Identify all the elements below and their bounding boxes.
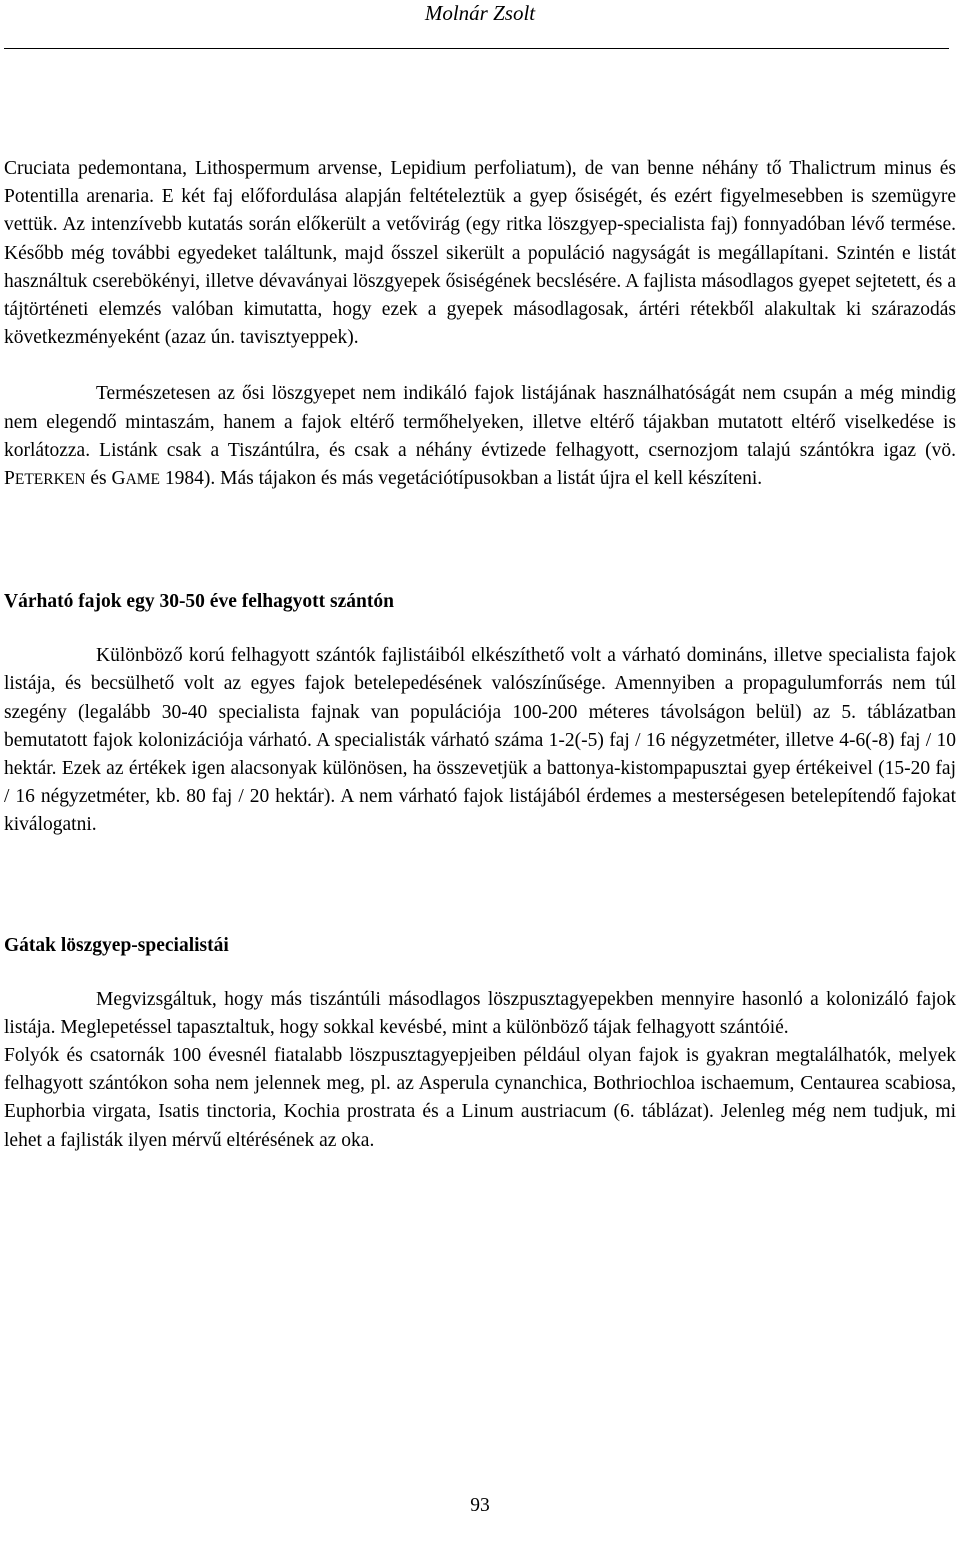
citation-author-initial: P xyxy=(4,468,15,490)
paragraph-list-usability xyxy=(4,380,956,494)
paragraph-text: 1984). Más tájakon és más vegetációtípusokban a listát újra el kell készíteni. xyxy=(160,468,763,490)
paragraph-dyke-species: Folyók és csatornák 100 évesnél fiatalabb löszpusztagyepjeiben például olyan fajok is gyakran megtalálhatók, melyek felhagyott szántókon soha nem jelennek meg, pl. az Asperula cynanchica, Bothriochloa ischaemum, Centaurea scabiosa, Euphorbia virgata, Isatis tinctoria, Kochia prostrata és a Linum austriacum (6. táblázat). Jelenleg még nem tudjuk, mi lehet a fajlisták ilyen mérvű eltérésének az oka. xyxy=(4,1045,956,1151)
header-rule xyxy=(4,48,949,49)
section-heading-dyke-specialists: Gátak löszgyep-specialistái xyxy=(4,934,229,956)
citation-conjunction: és xyxy=(85,468,112,490)
citation-author-initial: G xyxy=(111,468,126,490)
citation-author-smallcaps: ETERKEN xyxy=(14,471,86,489)
running-head: Molnár Zsolt xyxy=(424,1,536,25)
paragraph-dyke-comparison: Megvizsgáltuk, hogy más tiszántúli másodlagos löszpusztagyepekben mennyire hasonló a kolonizáló fajok listája. Meglepetéssel tapasztaltuk, hogy sokkal kevésbé, mint a különböző tájak felhagyott szántóié. xyxy=(4,988,956,1038)
paragraph-continuation: Cruciata pedemontana, Lithospermum arvense, Lepidium perfoliatum), de van benne néhány tő Thalictrum minus és Potentilla arenaria. E két faj előfordulása alapján feltételeztük a gyep ősiségét, és ezért figyelmesebben is szemügyre vettük. Az intenzívebb kutatás során előkerült a vetővirág (egy ritka löszgyep-specialista faj) fonnyadóban lévő termése. Később még további egyedeket találtunk, majd ősszel sikerült a populáció nagyságát is megállapítani. Szintén e listát használtuk cserebökényi, illetve dévaványai löszgyepek ősiségének becslésére. A fajlista másodlagos gyepet sejtetett, és a tájtörténeti elemzés valóban kimutatta, hogy ezek a gyepek másodlagosak, ártéri rétekből alakultak ki szárazodás következményeként (azaz ún. tavisztyeppek). xyxy=(4,158,956,349)
citation-author-smallcaps: AME xyxy=(125,471,161,489)
section-heading-expected-species: Várható fajok egy 30-50 éve felhagyott szántón xyxy=(4,591,394,613)
paragraph-expected-species: Különböző korú felhagyott szántók fajlistáiból elkészíthető volt a várható domináns, illetve specialista fajok listája, és becsülhető volt az egyes fajok betelepedésének valószínűsége. Amennyiben a propagulumforrás nem túl szegény (legalább 30-40 specialista fajnak van populációja 100-200 méteres távolságon belül) az 5. táblázatban bemutatott fajok kolonizációja várható. A specialisták várható száma 1-2(-5) faj / 16 négyzetméter, illetve 4-6(-8) faj / 10 hektár. Ezek az értékek igen alacsonyak különösen, ha összevetjük a battonya-kistompapusztai gyep értékeivel (15-20 faj / 16 négyzetméter, kb. 80 faj / 20 hektár). A nem várható fajok listájából érdemes a mesterségesen betelepítendő fajokat kiválogatni. xyxy=(4,645,956,836)
page-content xyxy=(4,155,956,1155)
page-number: 93 xyxy=(470,1495,490,1516)
paragraph-text: Természetesen az ősi löszgyepet nem indikáló fajok listájának használhatóságát nem csupán a még mindig nem elegendő mintaszám, hanem a fajok eltérő termőhelyeken, illetve eltérő tájakban mutatott eltérő viselkedése is korlátozza. Listánk csak a Tiszántúlra, és csak a néhány évtizede felhagyott, csernozjom talajú szántókra igaz (vö. xyxy=(4,383,956,461)
